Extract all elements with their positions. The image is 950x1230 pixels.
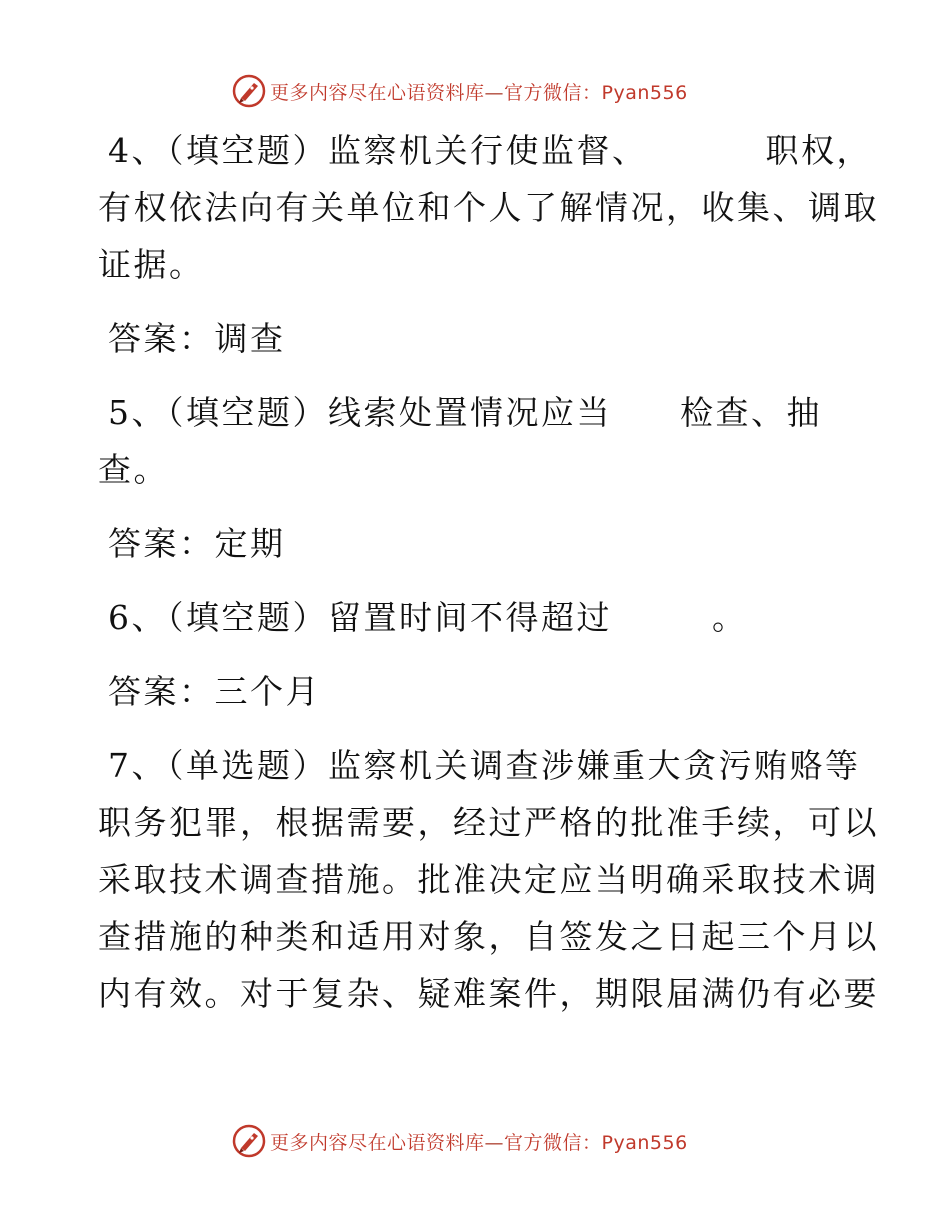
answer-6: 答案：三个月 bbox=[108, 672, 321, 711]
pen-logo-icon bbox=[232, 74, 266, 108]
question-line: 查措施的种类和适用对象，自签发之日起三个月以 bbox=[98, 917, 879, 956]
question-5 bbox=[98, 384, 858, 498]
question-line: 职务犯罪，根据需要，经过严格的批准手续，可以 bbox=[98, 803, 879, 842]
question-6 bbox=[98, 589, 858, 646]
watermark-text: 更多内容尽在心语资料库—官方微信：Pyan556 bbox=[270, 1131, 688, 1154]
question-line: 6、（填空题）留置时间不得超过 。 bbox=[108, 598, 748, 637]
footer-watermark bbox=[232, 1123, 688, 1159]
question-line: 5、（填空题）线索处置情况应当 检查、抽 bbox=[108, 393, 822, 432]
question-line: 采取技术调查措施。批准决定应当明确采取技术调 bbox=[98, 860, 879, 899]
answer-5: 答案：定期 bbox=[108, 524, 286, 563]
question-line: 有权依法向有关单位和个人了解情况，收集、调取 bbox=[98, 188, 879, 227]
question-4 bbox=[98, 122, 879, 293]
document-body bbox=[98, 122, 879, 1022]
question-line: 证据。 bbox=[98, 245, 205, 284]
question-line: 4、（填空题）监察机关行使监督、 职权， bbox=[108, 131, 872, 170]
header-watermark bbox=[232, 73, 688, 109]
answer-4: 答案：调查 bbox=[108, 319, 286, 358]
watermark-text: 更多内容尽在心语资料库—官方微信：Pyan556 bbox=[270, 81, 688, 104]
question-line: 查。 bbox=[98, 450, 169, 489]
pen-logo-icon bbox=[232, 1124, 266, 1158]
question-7 bbox=[98, 737, 879, 1022]
question-line: 内有效。对于复杂、疑难案件，期限届满仍有必要 bbox=[98, 974, 879, 1013]
question-line: 7、（单选题）监察机关调查涉嫌重大贪污贿赂等 bbox=[108, 746, 861, 785]
